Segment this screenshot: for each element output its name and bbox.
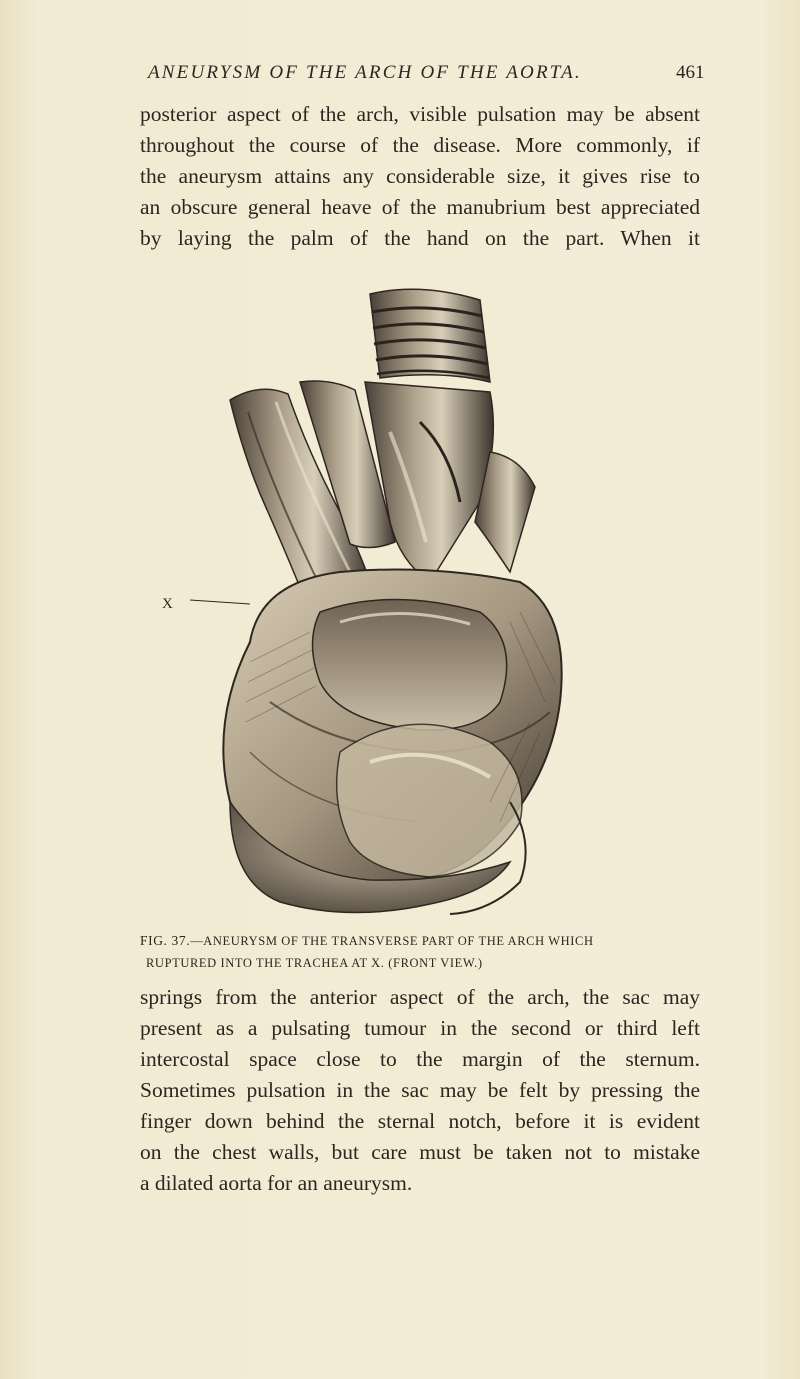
- page-number: 461: [676, 62, 705, 83]
- paragraph-top: [140, 99, 700, 254]
- text-line: finger down behind the sternal notch, before it is evident: [140, 1109, 700, 1133]
- paragraph-bottom: [140, 982, 700, 1199]
- figure-marker-x: X: [162, 596, 173, 612]
- running-head: [0, 62, 800, 92]
- caption-line-2: RUPTURED INTO THE TRACHEA AT X. (FRONT VIEW.): [146, 956, 483, 970]
- text-line: intercostal space close to the margin of the sternum.: [140, 1047, 700, 1071]
- text-line: an obscure general heave of the manubrium best appreciated: [140, 195, 700, 219]
- text-line: by laying the palm of the hand on the part. When it: [140, 226, 700, 250]
- text-line: posterior aspect of the arch, visible pulsation may be absent: [140, 102, 700, 126]
- text-line: Sometimes pulsation in the sac may be felt by pressing the: [140, 1078, 700, 1102]
- caption-label: FIG. 37.: [140, 933, 191, 948]
- pointer-line: [190, 600, 250, 604]
- text-line: throughout the course of the disease. More commonly, if: [140, 133, 700, 157]
- aneurysm-sac: [223, 570, 561, 884]
- text-line: the aneurysm attains any considerable size, it gives rise to: [140, 164, 700, 188]
- figure-caption: [140, 930, 700, 974]
- caption-text-1: —ANEURYSM OF THE TRANSVERSE PART OF THE ARCH WHICH: [190, 934, 594, 948]
- text-line: present as a pulsating tumour in the second or third left: [140, 1016, 700, 1040]
- trachea: [370, 289, 490, 382]
- text-line: a dilated aorta for an aneurysm.: [140, 1171, 413, 1195]
- running-title: ANEURYSM OF THE ARCH OF THE AORTA.: [148, 62, 582, 83]
- text-line: springs from the anterior aspect of the arch, the sac may: [140, 985, 700, 1009]
- aorta-trachea-engraving: [190, 282, 630, 922]
- caption-line-1: [140, 930, 700, 952]
- text-line: on the chest walls, but care must be taken not to mistake: [140, 1140, 700, 1164]
- figure-aneurysm-illustration: [190, 282, 630, 922]
